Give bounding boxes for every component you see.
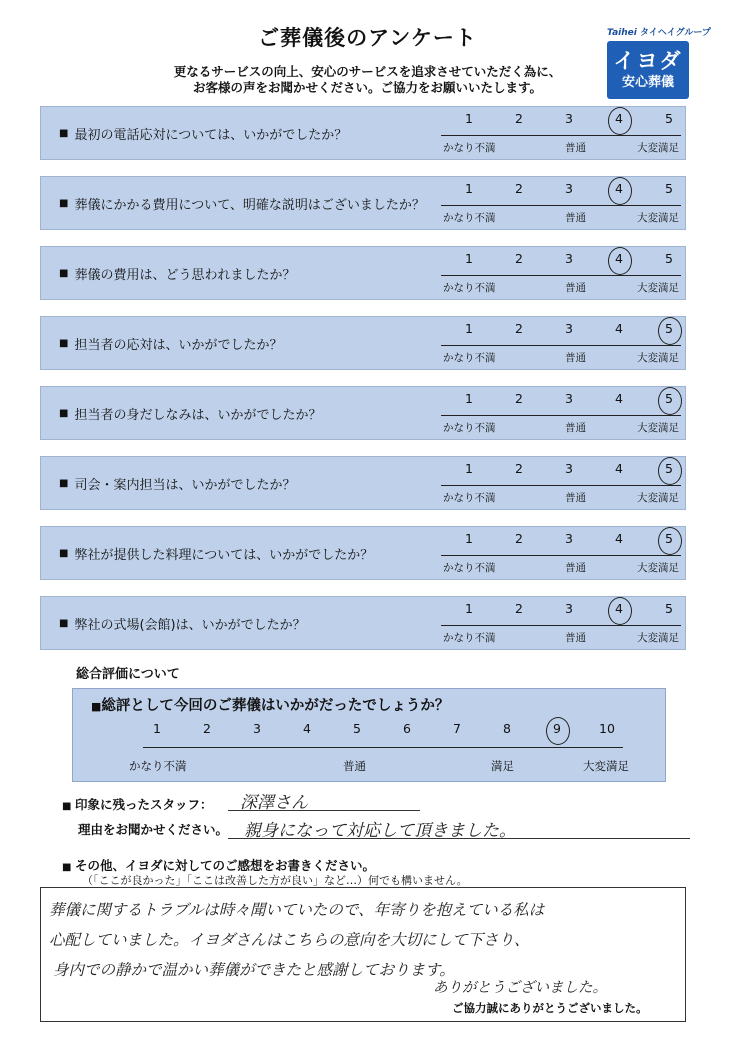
scale-label-mid: 普通 [565, 142, 586, 154]
comment-line-4: ありがとうございました。 [433, 980, 607, 996]
scale-label-mid: 普通 [565, 492, 586, 504]
rating-option-4[interactable]: 4 [609, 181, 629, 196]
rating-option-1[interactable]: 1 [465, 461, 473, 476]
rating-option-3[interactable]: 3 [565, 601, 573, 616]
question-label: 弊社が提供した料理については、いかがでしたか？ [74, 547, 374, 563]
rating-scale [441, 531, 681, 577]
rating-scale [441, 111, 681, 157]
rating-option-4[interactable]: 4 [609, 251, 629, 266]
scale-label-high: 大変満足 [637, 562, 679, 574]
overall-option-10[interactable]: 10 [599, 721, 615, 736]
rating-scale [441, 391, 681, 437]
question-text [59, 247, 295, 299]
reason-value: 親身になって対応して頂きました。 [244, 821, 516, 841]
overall-option-9[interactable]: 9 [547, 721, 567, 736]
company-logo [607, 25, 719, 99]
rating-option-3[interactable]: 3 [565, 321, 573, 336]
scale-line [441, 625, 681, 626]
rating-option-1[interactable]: 1 [465, 391, 473, 406]
question-row [40, 386, 686, 440]
overall-question-text: 総評として今回のご葬儀はいかがだったでしょうか？ [101, 698, 450, 714]
rating-option-2[interactable]: 2 [515, 181, 523, 196]
question-row [40, 176, 686, 230]
square-bullet-icon: ■ [62, 862, 75, 873]
logo-group-brand: Taihei [607, 28, 637, 38]
scale-label-mid: 普通 [565, 352, 586, 364]
question-row [40, 106, 686, 160]
rating-option-2[interactable]: 2 [515, 531, 523, 546]
rating-option-3[interactable]: 3 [565, 531, 573, 546]
scale-label-low: かなり不満 [443, 632, 496, 644]
staff-label-text: 印象に残ったスタッフ： [74, 797, 213, 812]
rating-option-5[interactable]: 5 [659, 391, 679, 406]
overall-label-mid: 普通 [343, 759, 366, 773]
scale-line [441, 555, 681, 556]
rating-option-1[interactable]: 1 [465, 111, 473, 126]
reason-underline [228, 838, 690, 839]
scale-label-low: かなり不満 [443, 562, 496, 574]
logo-sub-text: 安心葬儀 [621, 75, 674, 90]
scale-label-mid: 普通 [565, 632, 586, 644]
square-bullet-icon: ■ [59, 477, 69, 489]
scale-line [441, 135, 681, 136]
scale-label-high: 大変満足 [637, 352, 679, 364]
logo-box [607, 41, 689, 99]
rating-option-2[interactable]: 2 [515, 391, 523, 406]
question-text [59, 107, 347, 159]
rating-option-4[interactable]: 4 [615, 531, 623, 546]
rating-scale [441, 181, 681, 227]
logo-main-text: イヨダ [613, 49, 683, 73]
scale-label-high: 大変満足 [637, 212, 679, 224]
overall-scale-line [143, 747, 623, 748]
scale-line [441, 345, 681, 346]
rating-option-3[interactable]: 3 [565, 461, 573, 476]
scale-label-low: かなり不満 [443, 352, 496, 364]
square-bullet-icon: ■ [59, 197, 69, 209]
rating-option-3[interactable]: 3 [565, 111, 573, 126]
overall-box [72, 688, 666, 782]
rating-option-5[interactable]: 5 [665, 181, 673, 196]
overall-option-5[interactable]: 5 [353, 721, 361, 736]
question-label: 司会・案内担当は、いかがでしたか？ [74, 477, 296, 493]
comment-line-1: 葬儀に関するトラブルは時々聞いていたので、年寄りを抱えている私は [49, 901, 545, 919]
rating-option-2[interactable]: 2 [515, 111, 523, 126]
rating-option-2[interactable]: 2 [515, 251, 523, 266]
overall-option-4[interactable]: 4 [303, 721, 311, 736]
question-text [59, 177, 425, 229]
rating-option-5[interactable]: 5 [665, 251, 673, 266]
rating-scale [441, 461, 681, 507]
scale-label-high: 大変満足 [637, 492, 679, 504]
rating-option-2[interactable]: 2 [515, 321, 523, 336]
overall-option-8[interactable]: 8 [503, 721, 511, 736]
question-text [59, 317, 282, 369]
scale-label-high: 大変満足 [637, 282, 679, 294]
question-text [59, 597, 306, 649]
rating-option-4[interactable]: 4 [615, 461, 623, 476]
scale-line [441, 485, 681, 486]
overall-label-high: 大変満足 [583, 759, 629, 773]
rating-scale [441, 601, 681, 647]
question-text [59, 457, 295, 509]
question-label: 葬儀の費用は、どう思われましたか？ [74, 267, 296, 283]
scale-label-low: かなり不満 [443, 422, 496, 434]
intro-line-2: お客様の声をお聞かせください。ご協力をお願いいたします。 [192, 80, 542, 95]
comments-note: （「ここが良かった」「ここは改善した方が良い」など…）何でも構いません。 [82, 874, 468, 887]
overall-heading: 総合評価について [76, 667, 180, 682]
square-bullet-icon: ■ [59, 547, 69, 559]
scale-label-mid: 普通 [565, 562, 586, 574]
comments-label-text: その他、イヨダに対してのご感想をお書きください。 [74, 858, 375, 873]
question-row [40, 246, 686, 300]
rating-scale [441, 251, 681, 297]
staff-label [62, 795, 212, 813]
question-text [59, 387, 321, 439]
rating-option-3[interactable]: 3 [565, 181, 573, 196]
reason-label: 理由をお聞かせください。 [78, 822, 229, 837]
square-bullet-icon: ■ [59, 337, 69, 349]
staff-underline [228, 810, 420, 811]
square-bullet-icon: ■ [59, 407, 69, 419]
rating-option-4[interactable]: 4 [615, 321, 623, 336]
overall-option-3[interactable]: 3 [253, 721, 261, 736]
overall-option-1[interactable]: 1 [153, 721, 161, 736]
comment-line-2: 心配していました。イヨダさんはこちらの意向を大切にして下さり、 [49, 931, 530, 949]
scale-label-low: かなり不満 [443, 282, 496, 294]
rating-option-5[interactable]: 5 [659, 321, 679, 336]
scale-label-low: かなり不満 [443, 142, 496, 154]
question-row [40, 596, 686, 650]
overall-question [91, 694, 449, 715]
overall-option-7[interactable]: 7 [453, 721, 461, 736]
rating-option-4[interactable]: 4 [609, 601, 629, 616]
question-row [40, 526, 686, 580]
logo-group-name: タイヘイグループ [639, 28, 711, 38]
rating-option-1[interactable]: 1 [465, 601, 473, 616]
square-bullet-icon: ■ [59, 617, 69, 629]
scale-label-high: 大変満足 [637, 632, 679, 644]
rating-option-5[interactable]: 5 [665, 601, 673, 616]
rating-option-1[interactable]: 1 [465, 251, 473, 266]
rating-option-4[interactable]: 4 [609, 111, 629, 126]
scale-label-low: かなり不満 [443, 212, 496, 224]
scale-label-mid: 普通 [565, 212, 586, 224]
scale-label-mid: 普通 [565, 282, 586, 294]
rating-scale [441, 321, 681, 367]
overall-option-2[interactable]: 2 [203, 721, 211, 736]
rating-option-5[interactable]: 5 [659, 461, 679, 476]
logo-group-line [607, 25, 719, 38]
question-row [40, 316, 686, 370]
rating-option-3[interactable]: 3 [565, 391, 573, 406]
overall-scale [129, 721, 629, 775]
overall-label-low: かなり不満 [129, 759, 187, 773]
scale-line [441, 415, 681, 416]
scale-line [441, 275, 681, 276]
overall-label-good: 満足 [491, 759, 514, 773]
question-label: 葬儀にかかる費用について、明確な説明はございましたか？ [74, 197, 425, 213]
rating-option-5[interactable]: 5 [659, 531, 679, 546]
question-label: 弊社の式場(会館)は、いかがでしたか？ [74, 617, 306, 633]
question-text [59, 527, 373, 579]
question-label: 担当者の身だしなみは、いかがでしたか？ [74, 407, 322, 423]
rating-option-3[interactable]: 3 [565, 251, 573, 266]
comment-line-3: 身内での静かで温かい葬儀ができたと感謝しております。 [53, 961, 455, 979]
rating-option-2[interactable]: 2 [515, 601, 523, 616]
square-bullet-icon: ■ [59, 267, 69, 279]
intro-line-1: 更なるサービスの向上、安心のサービスを追求させていただく為に、 [173, 64, 562, 79]
closing-message: ご協力誠にありがとうございました。 [452, 1001, 648, 1015]
scale-label-high: 大変満足 [637, 142, 679, 154]
rating-option-4[interactable]: 4 [615, 391, 623, 406]
square-bullet-icon: ■ [59, 127, 69, 139]
scale-label-low: かなり不満 [443, 492, 496, 504]
staff-value: 深澤さん [240, 793, 308, 813]
square-bullet-icon: ■ [91, 700, 102, 713]
rating-option-1[interactable]: 1 [465, 181, 473, 196]
rating-option-2[interactable]: 2 [515, 461, 523, 476]
question-row [40, 456, 686, 510]
page-title: ご葬儀後のアンケート [258, 26, 477, 50]
scale-label-mid: 普通 [565, 422, 586, 434]
scale-label-high: 大変満足 [637, 422, 679, 434]
question-label: 担当者の応対は、いかがでしたか？ [74, 337, 283, 353]
question-label: 最初の電話応対については、いかがでしたか？ [74, 127, 348, 143]
overall-option-6[interactable]: 6 [403, 721, 411, 736]
scale-line [441, 205, 681, 206]
rating-option-1[interactable]: 1 [465, 321, 473, 336]
square-bullet-icon: ■ [62, 801, 75, 812]
rating-option-5[interactable]: 5 [665, 111, 673, 126]
rating-option-1[interactable]: 1 [465, 531, 473, 546]
